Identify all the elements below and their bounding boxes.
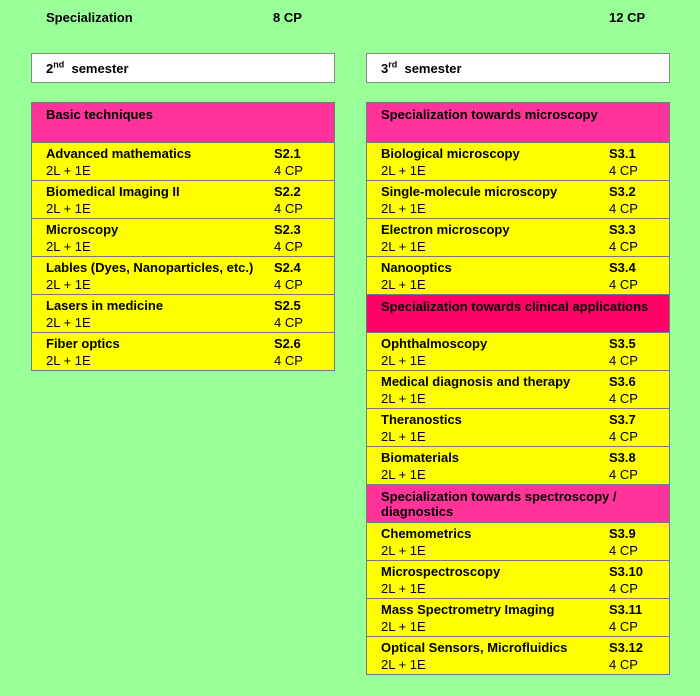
course-row: [32, 257, 334, 295]
group-basic-techniques: [32, 103, 334, 143]
course-cp: 4 CP: [274, 201, 303, 216]
course-code: S2.6: [274, 336, 301, 351]
course-code: S2.2: [274, 184, 301, 199]
course-name: Ophthalmoscopy: [381, 336, 488, 351]
course-load: 2L + 1E: [381, 619, 426, 634]
course-name: Microscopy: [46, 222, 119, 237]
course-cp: 4 CP: [609, 353, 638, 368]
course-load: 2L + 1E: [381, 543, 426, 558]
course-row: [367, 143, 669, 181]
group-title: Specialization towards spectroscopy / diagnostics: [381, 489, 617, 519]
left-total-cp: 8 CP: [273, 10, 302, 25]
course-name: Mass Spectrometry Imaging: [381, 602, 555, 617]
course-name: Nanooptics: [381, 260, 452, 275]
semester-3-table: [366, 102, 670, 675]
course-name: Chemometrics: [381, 526, 472, 541]
semester-2-suffix: nd: [53, 59, 65, 70]
course-name: Advanced mathematics: [46, 146, 192, 161]
course-code: S3.7: [609, 412, 636, 427]
course-code: S2.4: [274, 260, 301, 275]
course-name: Single-molecule microscopy: [381, 184, 558, 199]
course-row: [367, 637, 669, 675]
course-cp: 4 CP: [609, 277, 638, 292]
course-name: Theranostics: [381, 412, 462, 427]
course-cp: 4 CP: [609, 201, 638, 216]
course-load: 2L + 1E: [46, 239, 91, 254]
course-name: Lables (Dyes, Nanoparticles, etc.): [46, 260, 254, 275]
course-load: 2L + 1E: [46, 353, 91, 368]
course-code: S3.9: [609, 526, 636, 541]
course-row: [32, 295, 334, 333]
course-cp: 4 CP: [609, 581, 638, 596]
course-row: [367, 447, 669, 485]
specialization-label: Specialization: [46, 10, 133, 25]
course-load: 2L + 1E: [381, 353, 426, 368]
course-cp: 4 CP: [609, 391, 638, 406]
course-cp: 4 CP: [609, 239, 638, 254]
group-title: Basic techniques: [46, 107, 153, 122]
course-cp: 4 CP: [609, 429, 638, 444]
course-row: [32, 181, 334, 219]
course-load: 2L + 1E: [381, 657, 426, 672]
course-row: [367, 409, 669, 447]
course-code: S3.12: [609, 640, 643, 655]
course-load: 2L + 1E: [381, 467, 426, 482]
course-load: 2L + 1E: [381, 163, 426, 178]
course-name: Medical diagnosis and therapy: [381, 374, 571, 389]
course-code: S3.6: [609, 374, 636, 389]
course-row: [367, 599, 669, 637]
right-total-cp: 12 CP: [609, 10, 646, 25]
course-row: [367, 371, 669, 409]
course-code: S3.5: [609, 336, 636, 351]
course-cp: 4 CP: [274, 163, 303, 178]
course-cp: 4 CP: [609, 619, 638, 634]
course-cp: 4 CP: [609, 163, 638, 178]
course-load: 2L + 1E: [46, 315, 91, 330]
course-code: S3.8: [609, 450, 636, 465]
course-cp: 4 CP: [609, 467, 638, 482]
course-code: S3.10: [609, 564, 643, 579]
course-name: Biological microscopy: [381, 146, 520, 161]
semester-2-number: 2: [46, 61, 54, 76]
course-load: 2L + 1E: [381, 201, 426, 216]
course-cp: 4 CP: [274, 315, 303, 330]
course-load: 2L + 1E: [381, 391, 426, 406]
course-row: [32, 333, 334, 371]
semester-3-header: [366, 53, 670, 83]
course-load: 2L + 1E: [46, 277, 91, 292]
course-name: Biomaterials: [381, 450, 460, 465]
course-row: [367, 219, 669, 257]
course-row: [367, 561, 669, 599]
group-header: [367, 103, 669, 143]
course-code: S3.2: [609, 184, 636, 199]
course-name: Fiber optics: [46, 336, 120, 351]
course-load: 2L + 1E: [381, 277, 426, 292]
course-code: S3.4: [609, 260, 636, 275]
course-load: 2L + 1E: [381, 239, 426, 254]
course-load: 2L + 1E: [46, 163, 91, 178]
course-cp: 4 CP: [609, 543, 638, 558]
course-cp: 4 CP: [274, 353, 303, 368]
course-load: 2L + 1E: [381, 581, 426, 596]
course-row: [32, 219, 334, 257]
course-code: S3.11: [609, 602, 643, 617]
course-code: S2.5: [274, 298, 301, 313]
course-name: Biomedical Imaging II: [46, 184, 180, 199]
course-row: [367, 181, 669, 219]
course-row: [32, 143, 334, 181]
course-cp: 4 CP: [609, 657, 638, 672]
course-code: S2.3: [274, 222, 301, 237]
group-title: Specialization towards microscopy: [381, 107, 598, 122]
course-cp: 4 CP: [274, 277, 303, 292]
semester-3-number: 3: [381, 61, 389, 76]
semester-3-word: semester: [404, 61, 462, 76]
group-header: [367, 295, 669, 333]
semester-2-header: [31, 53, 335, 83]
course-row: [367, 257, 669, 295]
course-code: S3.1: [609, 146, 636, 161]
course-code: S3.3: [609, 222, 636, 237]
course-code: S2.1: [274, 146, 301, 161]
group-title: Specialization towards clinical applications: [381, 299, 649, 314]
course-cp: 4 CP: [274, 239, 303, 254]
course-row: [367, 523, 669, 561]
course-row: [367, 333, 669, 371]
course-name: Lasers in medicine: [46, 298, 164, 313]
course-name: Optical Sensors, Microfluidics: [381, 640, 568, 655]
semester-2-table: [31, 102, 335, 371]
course-load: 2L + 1E: [381, 429, 426, 444]
course-load: 2L + 1E: [46, 201, 91, 216]
semester-2-word: semester: [71, 61, 129, 76]
course-name: Electron microscopy: [381, 222, 510, 237]
group-header: [367, 485, 669, 523]
semester-3-suffix: rd: [388, 59, 398, 70]
course-name: Microspectroscopy: [381, 564, 501, 579]
